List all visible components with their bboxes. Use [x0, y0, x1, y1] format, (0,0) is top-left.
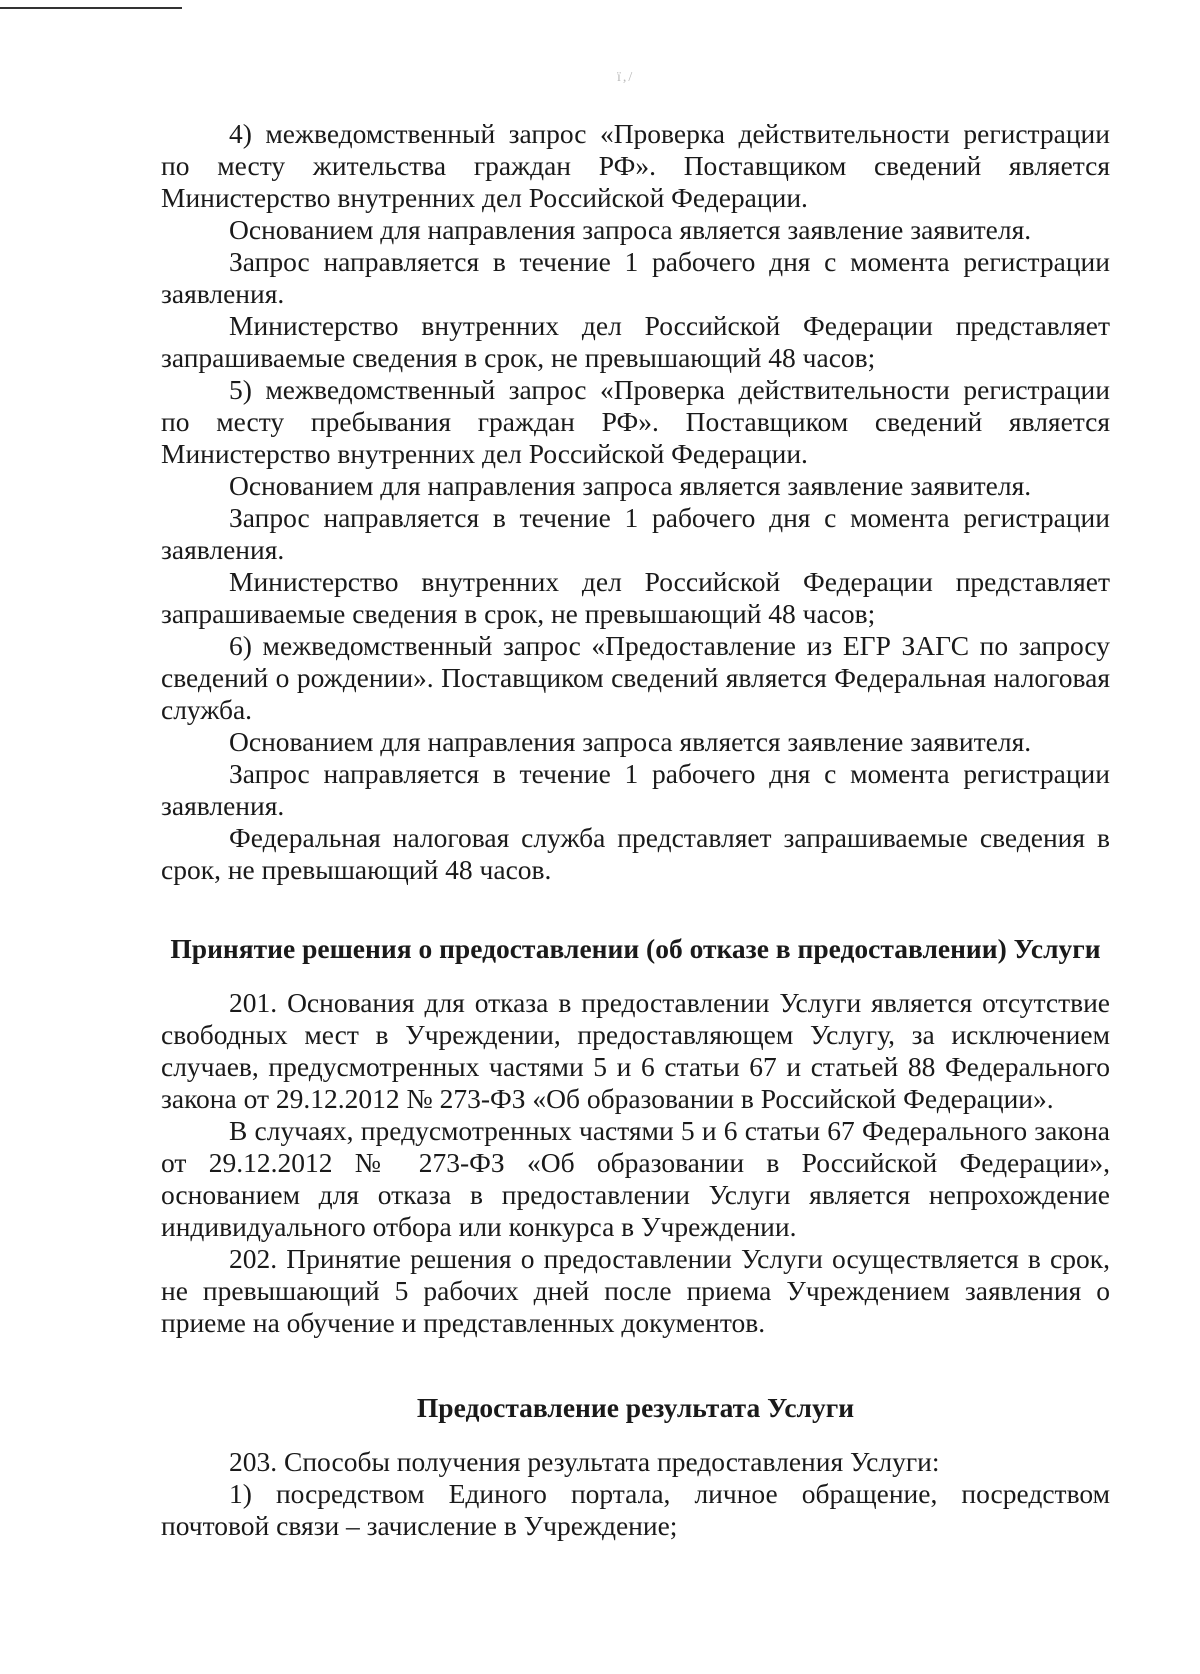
document-body: [161, 118, 1110, 1542]
paragraph-refusal-cases: В случаях, предусмотренных частями 5 и 6 статьи 67 Федерального закона от 29.12.2012 № 273-ФЗ «Об образовании в Российской Федерации», основанием для отказа в предоставлении Услуги является непрохождение индивидуального отбора или конкурса в Учреждении.: [161, 1115, 1110, 1242]
paragraph-request-5: 5) межведомственный запрос «Проверка действительности регистрации по месту пребывания граждан РФ». Поставщиком сведений является Министерство внутренних дел Российской Федерации.: [161, 374, 1110, 469]
paragraph-request-6: 6) межведомственный запрос «Предоставление из ЕГР ЗАГС по запросу сведений о рождении». Поставщиком сведений является Федеральная налоговая служба.: [161, 630, 1110, 725]
paragraph-deadline: Запрос направляется в течение 1 рабочего дня с момента регистрации заявления.: [161, 758, 1110, 821]
paragraph-basis: Основанием для направления запроса является заявление заявителя.: [229, 470, 1032, 501]
page-mark: ї,/: [617, 70, 635, 85]
paragraph-basis: Основанием для направления запроса является заявление заявителя.: [229, 726, 1032, 757]
paragraph-203: 203. Способы получения результата предоставления Услуги:: [229, 1446, 940, 1477]
paragraph-201: 201. Основания для отказа в предоставлении Услуги является отсутствие свободных мест в Учреждении, предоставляющем Услугу, за исключением случаев, предусмотренных частями 5 и 6 статьи 67 и статьей 88 Федерального закона от 29.12.2012 № 273-ФЗ «Об образовании в Российской Федерации».: [161, 987, 1110, 1114]
section-heading-decision: Принятие решения о предоставлении (об отказе в предоставлении) Услуги: [170, 933, 1101, 964]
paragraph-deadline: Запрос направляется в течение 1 рабочего дня с момента регистрации заявления.: [161, 502, 1110, 565]
paragraph-request-4: 4) межведомственный запрос «Проверка действительности регистрации по месту жительства граждан РФ». Поставщиком сведений является Министерство внутренних дел Российской Федерации.: [161, 118, 1110, 213]
paragraph-response: Министерство внутренних дел Российской Федерации представляет запрашиваемые сведения в срок, не превышающий 48 часов;: [161, 310, 1110, 373]
paragraph-response: Министерство внутренних дел Российской Федерации представляет запрашиваемые сведения в срок, не превышающий 48 часов;: [161, 566, 1110, 629]
paragraph-result-method-1: 1) посредством Единого портала, личное обращение, посредством почтовой связи – зачисление в Учреждение;: [161, 1478, 1110, 1541]
top-rule: [0, 7, 182, 9]
paragraph-basis: Основанием для направления запроса является заявление заявителя.: [229, 214, 1032, 245]
paragraph-deadline: Запрос направляется в течение 1 рабочего дня с момента регистрации заявления.: [161, 246, 1110, 309]
paragraph-202: 202. Принятие решения о предоставлении Услуги осуществляется в срок, не превышающий 5 рабочих дней после приема Учреждением заявления о приеме на обучение и представленных документов.: [161, 1243, 1110, 1338]
paragraph-response: Федеральная налоговая служба представляет запрашиваемые сведения в срок, не превышающий 48 часов.: [161, 822, 1110, 885]
section-heading-result: Предоставление результата Услуги: [416, 1392, 855, 1423]
